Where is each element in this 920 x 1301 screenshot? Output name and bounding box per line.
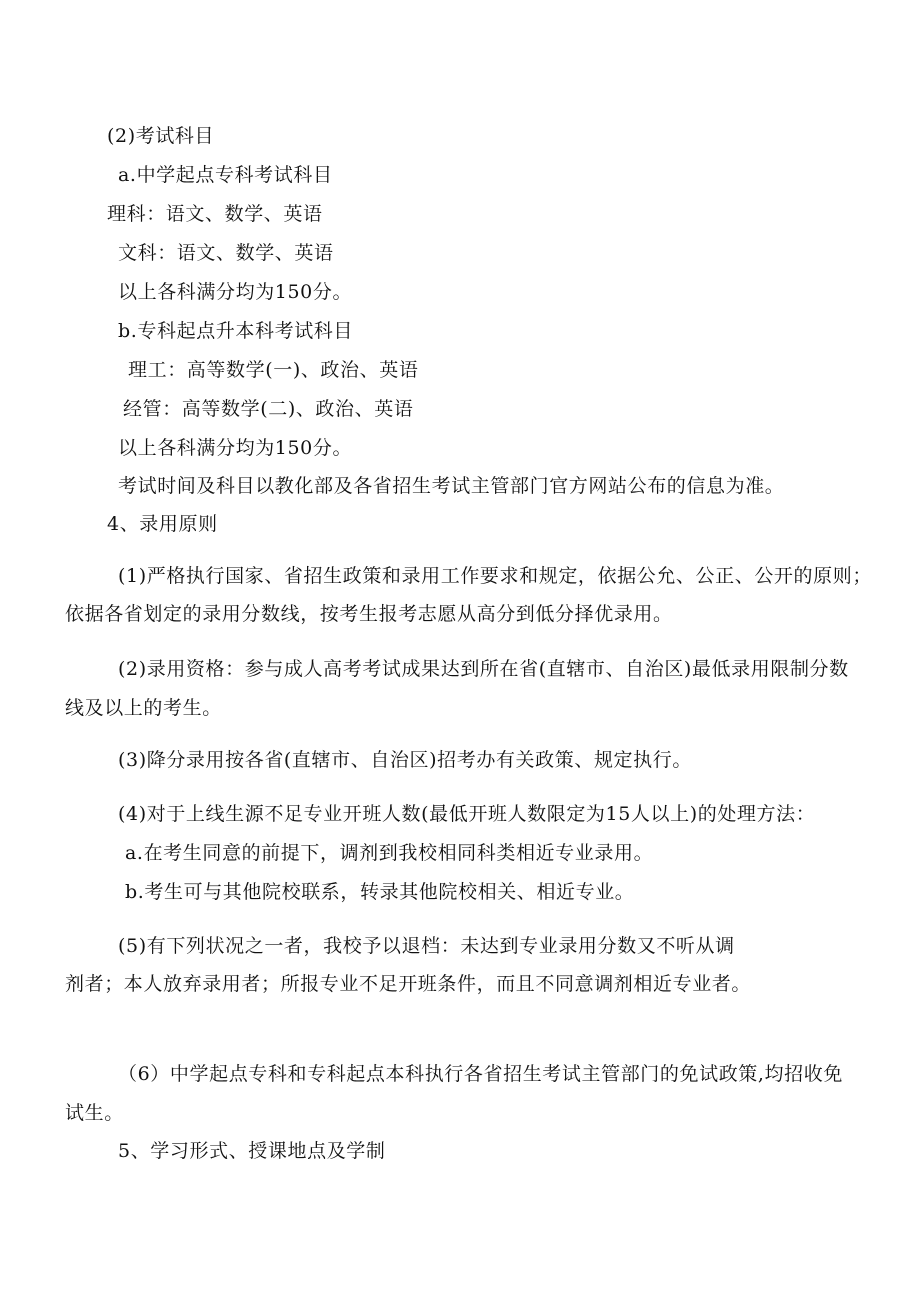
rule-1-line-2: 依据各省划定的录用分数线，按考生报考志愿从高分到低分择优录用。	[65, 603, 673, 625]
rule-4-option-b: b.考生可与其他院校联系，转录其他院校相关、相近专业。	[125, 881, 635, 903]
rule-4: (4)对于上线生源不足专业开班人数(最低开班人数限定为15人以上)的处理方法：	[118, 803, 816, 825]
track-a-science-subjects: 理科：语文、数学、英语	[107, 203, 323, 225]
rule-4-option-a: a.在考生同意的前提下，调剂到我校相同科类相近专业录用。	[125, 842, 654, 864]
track-b-engineering-subjects: 理工：高等数学(一)、政治、英语	[128, 359, 419, 381]
rule-6-line-1: （6）中学起点专科和专科起点本科执行各省招生考试主管部门的免试政策,均招收免	[118, 1063, 843, 1085]
study-format-heading: 5、学习形式、授课地点及学制	[118, 1140, 386, 1162]
track-b-management-subjects: 经管：高等数学(二)、政治、英语	[123, 398, 414, 420]
rule-6-line-2: 试生。	[65, 1102, 124, 1124]
rule-1-line-1: (1)严格执行国家、省招生政策和录用工作要求和规定，依据公允、公正、公开的原则；	[118, 565, 872, 587]
track-b-heading: b.专科起点升本科考试科目	[118, 320, 354, 342]
rule-2-line-1: (2)录用资格：参与成人高考考试成果达到所在省(直辖市、自治区)最低录用限制分数	[118, 658, 849, 680]
rule-3: (3)降分录用按各省(直辖市、自治区)招考办有关政策、规定执行。	[118, 749, 692, 771]
rule-5-line-1: (5)有下列状况之一者，我校予以退档：未达到专业录用分数又不听从调	[118, 935, 735, 957]
track-a-score-note: 以上各科满分均为150分。	[118, 281, 353, 303]
track-a-arts-subjects: 文科：语文、数学、英语	[118, 242, 334, 264]
track-b-score-note: 以上各科满分均为150分。	[118, 437, 353, 459]
admission-principles-heading: 4、录用原则	[107, 513, 218, 535]
exam-subjects-heading: (2)考试科目	[107, 125, 215, 147]
exam-time-note: 考试时间及科目以教化部及各省招生考试主管部门官方网站公布的信息为准。	[118, 475, 785, 497]
rule-5-line-2: 剂者；本人放弃录用者；所报专业不足开班条件，而且不同意调剂相近专业者。	[65, 973, 752, 995]
track-a-heading: a.中学起点专科考试科目	[118, 164, 333, 186]
rule-2-line-2: 线及以上的考生。	[65, 697, 222, 719]
